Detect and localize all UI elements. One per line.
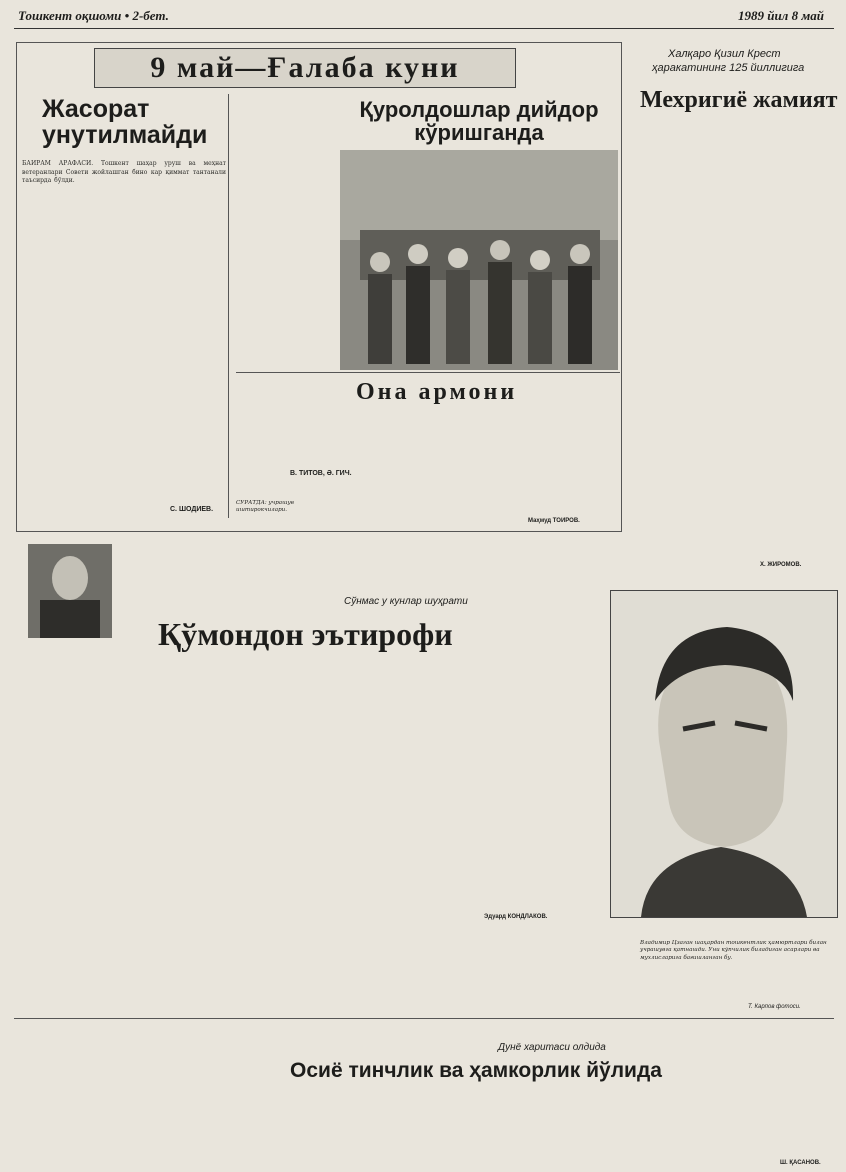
article5-kicker: Сўнмас у кунлар шуҳрати [344, 596, 468, 607]
article1-lead: БАЙРАМ АРАФАСИ. Тошкент шаҳар уруш ва меҳнат ветеранлари Совети жойлашган бино кар қиммат тантанали таъсирда бўлди. [22, 160, 226, 185]
portrait-photo [610, 590, 838, 918]
section-rule [236, 372, 620, 373]
newspaper-name: Тошкент оқшоми • 2-бет. [18, 8, 169, 23]
article5-author: Эдуард КОНДЛАКОВ. [484, 914, 548, 920]
commander-portrait [28, 544, 112, 638]
page-bottom-rule [14, 1018, 834, 1019]
article2-title: Қуролдошлар дийдор кўришганда [359, 97, 599, 146]
article3-title: Она армони [356, 379, 518, 405]
article2-photo-caption: СУРАТДА: учрашув иштирокчилари. [236, 500, 294, 514]
masthead-rule [14, 28, 834, 29]
column-divider [228, 94, 229, 518]
article4-kicker-1: Халқаро Қизил Крест [668, 48, 781, 60]
article4-kicker-2: ҳаракатининг 125 йиллигига [652, 62, 805, 74]
article4-author: Х. ЖИРОМОВ. [760, 562, 802, 568]
portrait-credit: Т. Карпов фотоси. [748, 1004, 801, 1010]
article1-author: С. ШОДИЕВ. [170, 506, 214, 513]
article3-author: Маҳмуд ТОИРОВ. [528, 518, 580, 524]
portrait-caption: Владимир Цзаган шаҳардан тошкентлик ҳамюртлари билан учрашувга қатнашди. Уни кўпчилик биладиган асарлари ва мухлисларига бағишланган бу. [640, 940, 827, 961]
article5-title: Қўмондон эътирофи [158, 616, 453, 652]
veterans-photo [340, 150, 618, 370]
banner-title: 9 май—Ғалаба куни [94, 48, 516, 88]
article6-author: Ш. ҚАСАНОВ. [780, 1160, 821, 1166]
article6-kicker: Дунё харитаси олдида [498, 1042, 606, 1053]
article2-author: В. ТИТОВ, Ә. ГИЧ. [290, 470, 352, 477]
article6-title: Осиё тинчлик ва ҳамкорлик йўлида [290, 1059, 662, 1082]
issue-date: 1989 йил 8 май [737, 8, 824, 23]
article4-title: Мехригиё жамият [640, 87, 838, 113]
article1-title: Жасорат унутилмайди [42, 95, 208, 150]
